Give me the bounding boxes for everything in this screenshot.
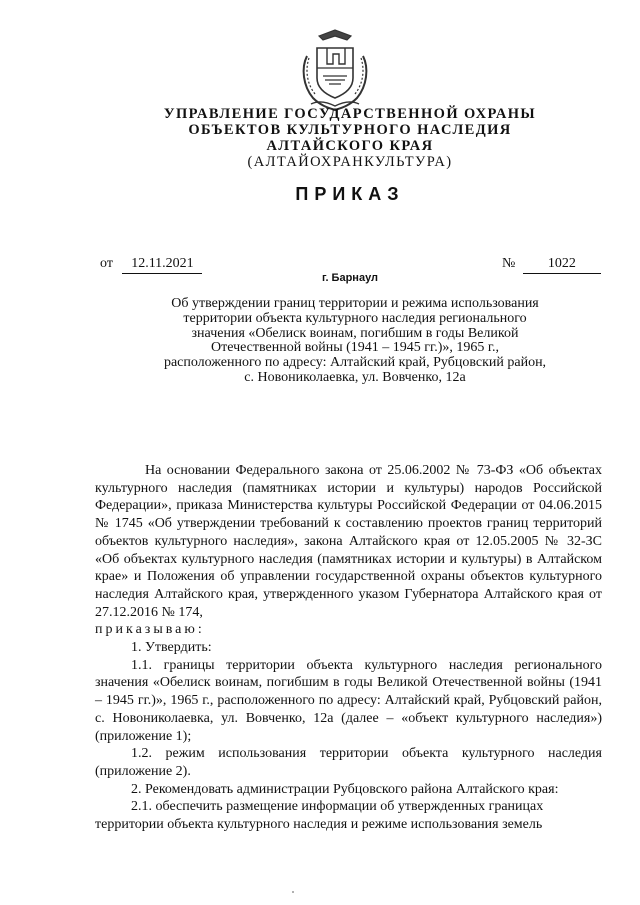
agency-name-line-3: АЛТАЙСКОГО КРАЯ	[266, 138, 434, 154]
agency-name-line-1: УПРАВЛЕНИЕ ГОСУДАРСТВЕННОЙ ОХРАНЫ	[163, 106, 537, 122]
preamble-paragraph: На основании Федерального закона от 25.06.2002 № 73-ФЗ «Об объектах культурного наследия (памятниках истории и культуры) народов Российской Федерации», приказа Министерства культуры Российской Федерации от 04.06.2015 № 1745 «Об утверждении требований к составлению проектов границ территорий объектов культурного наследия», закона Алтайского края от 12.05.2005 № 32-ЗС «Об объектах культурного наследия (памятниках истории и культуры) в Алтайском крае» и Положения об управлении государственной охраны объектов культурного наследия Алтайского края, утвержденного указом Губернатора Алтайского края от 27.12.2016 № 174,	[95, 463, 602, 620]
subject-line: с. Новониколаевка, ул. Вовченко, 12а	[244, 369, 466, 385]
page-speck	[292, 891, 294, 893]
item-2: 2. Рекомендовать администрации Рубцовского района Алтайского края:	[131, 781, 559, 797]
document-date: 12.11.2021	[122, 255, 202, 274]
item-1-2: 1.2. режим использования территории объекта культурного наследия (приложение 2).	[95, 746, 602, 779]
city: г. Барнаул	[321, 272, 379, 284]
number-prefix: №	[502, 256, 516, 271]
coat-of-arms-emblem	[299, 28, 371, 112]
subject-line: расположенного по адресу: Алтайский край, Рубцовский район,	[163, 355, 547, 371]
agency-name-line-2: ОБЪЕКТОВ КУЛЬТУРНОГО НАСЛЕДИЯ	[188, 122, 512, 138]
subject-line: Об утверждении границ территории и режима использования	[171, 296, 539, 311]
item-1: 1. Утвердить:	[131, 640, 212, 656]
document-number: 1022	[523, 255, 601, 274]
item-2-1-line-2: территории объекта культурного наследия и режиме использования земель	[95, 817, 543, 833]
document-type-title: ПРИКАЗ	[295, 184, 405, 204]
document-subject	[130, 297, 580, 386]
date-prefix: от	[100, 256, 113, 271]
item-1-1: 1.1. границы территории объекта культурного наследия регионального значения «Обелиск воинам, погибшим в годы Великой Отечественной войны (1941 – 1945 гг.)», 1965 г., расположенного по адресу: Алтайский край, Рубцовский район, с. Новониколаевка, ул. Вовченко, 12а (далее – «объект культурного наследия») (приложение 1);	[95, 657, 602, 744]
subject-line: значения «Обелиск воинам, погибшим в годы Великой	[191, 325, 519, 341]
agency-short-name: (АЛТАЙОХРАНКУЛЬТУРА)	[247, 154, 453, 170]
subject-line: территории объекта культурного наследия регионального	[183, 310, 527, 326]
item-2-1-line-1: 2.1. обеспечить размещение информации об утвержденных границах	[131, 799, 544, 815]
subject-line: Отечественной войны (1941 – 1945 гг.)», 1965 г.,	[210, 340, 500, 356]
document-body	[95, 462, 602, 834]
order-word: приказываю:	[95, 622, 205, 638]
